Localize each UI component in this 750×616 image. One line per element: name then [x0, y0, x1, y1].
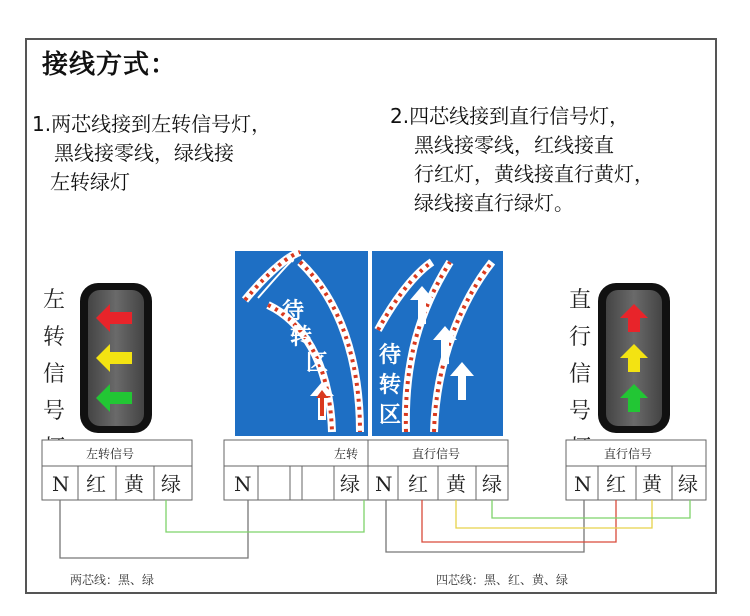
terminal-right-cell-red: 红	[606, 472, 626, 496]
wire-black-two-core	[60, 500, 248, 558]
terminal-center-cell-yellow-right: 黄	[446, 472, 466, 496]
left-waiting-zone-sign	[235, 251, 368, 436]
terminal-left-cell-n: N	[52, 472, 70, 496]
terminal-left-cell-green: 绿	[161, 472, 181, 496]
caption-two-core: 两芯线：黑、绿	[70, 573, 155, 587]
left-turn-signal-light	[80, 283, 152, 433]
straight-waiting-zone-sign	[372, 251, 503, 436]
left-light-label: 左转信号	[42, 288, 65, 424]
note-four-core-line-2: 黑线接零线，红线接直	[414, 133, 614, 157]
wire-yellow-four-core	[456, 500, 652, 528]
right-light-label: 直行信号	[568, 288, 591, 424]
caption-four-core: 四芯线：黑、红、黄、绿	[436, 573, 569, 587]
straight-signal-light	[598, 283, 670, 433]
two-core-wiring	[60, 500, 364, 558]
terminal-left-cell-yellow: 黄	[124, 472, 144, 496]
wire-green-four-core	[492, 500, 690, 518]
terminal-center-cell-green-left: 绿	[340, 472, 360, 496]
right-sign-char-3: 区	[379, 402, 402, 428]
left-sign-char-2: 转	[290, 324, 313, 350]
terminal-center-cell-red-right: 红	[408, 472, 428, 496]
terminal-center-header-right: 直行信号	[412, 447, 461, 461]
terminal-right-cell-green: 绿	[678, 472, 698, 496]
wire-red-four-core	[422, 500, 616, 542]
left-sign-char-3: 区	[306, 350, 329, 376]
note-four-core-line-1: 2.四芯线接到直行信号灯，	[390, 104, 630, 128]
four-core-wiring	[386, 500, 690, 552]
right-sign-char-1: 待	[379, 342, 402, 368]
terminal-right-cell-yellow: 黄	[642, 472, 662, 496]
right-sign-char-2: 转	[379, 372, 402, 398]
terminal-right-cell-n: N	[574, 472, 592, 496]
wire-green-two-core	[166, 500, 364, 532]
terminal-center-cell-green-right: 绿	[482, 472, 502, 496]
note-two-core-line-1: 1.两芯线接到左转信号灯，	[32, 112, 272, 136]
note-two-core-line-3: 左转绿灯	[50, 170, 130, 194]
terminal-right-header: 直行信号	[604, 447, 653, 461]
terminal-center-header-left: 左转	[334, 447, 359, 461]
wire-black-four-core	[386, 500, 584, 552]
terminal-center-cell-n-left: N	[234, 472, 252, 496]
terminal-left-header: 左转信号	[86, 447, 135, 461]
note-four-core-line-3: 行红灯，黄线接直行黄灯，	[414, 162, 654, 186]
diagram-title: 接线方式：	[42, 50, 178, 80]
terminal-center-cell-n-right: N	[375, 472, 393, 496]
note-two-core-line-2: 黑线接零线，绿线接	[54, 141, 234, 165]
note-four-core-line-4: 绿线接直行绿灯。	[414, 191, 574, 215]
left-sign-char-1: 待	[282, 298, 305, 324]
terminal-left-cell-red: 红	[86, 472, 106, 496]
